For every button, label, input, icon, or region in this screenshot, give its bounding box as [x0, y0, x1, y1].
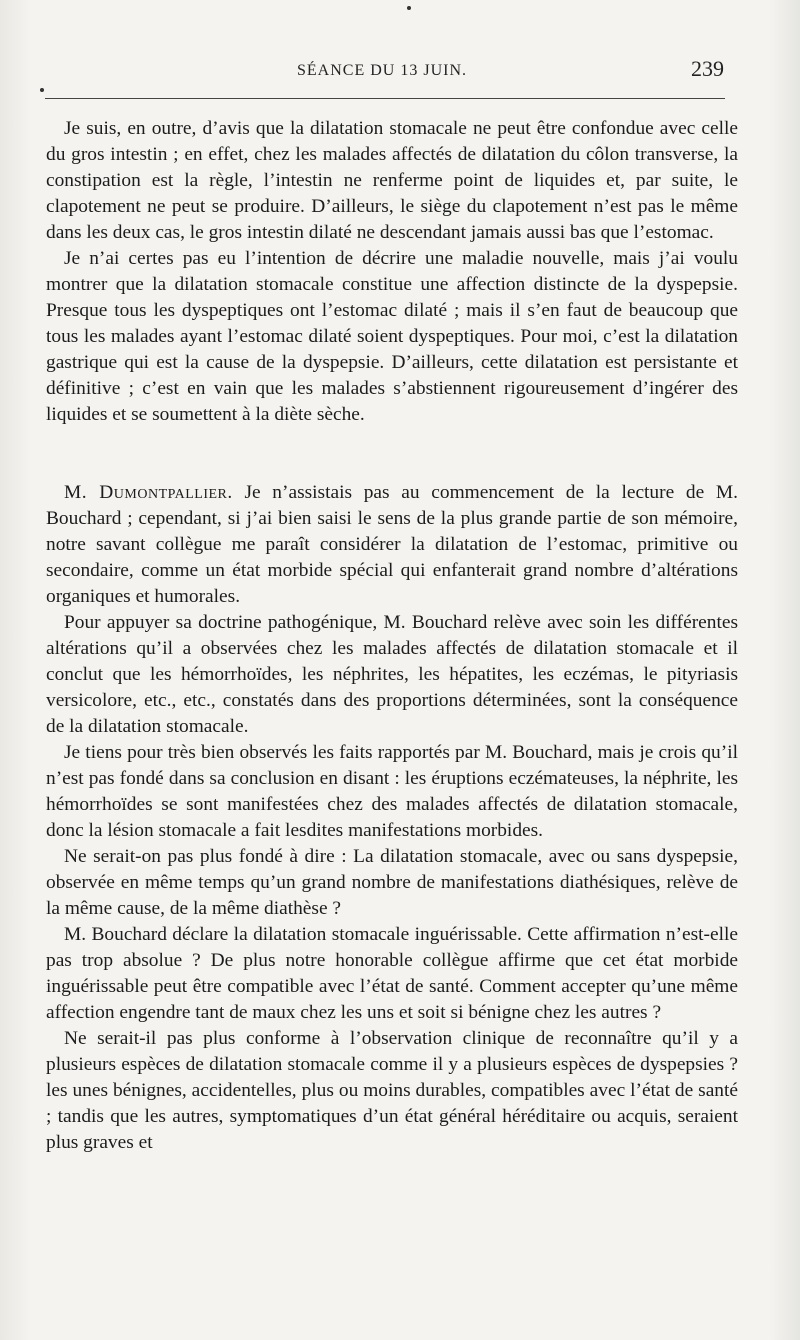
paragraph: M. Bouchard déclare la dilatation stomacale inguérissable. Cette affirmation n’est-elle pas trop absolue ? De plus notre honorable collègue affirme que cet état morbide inguérissable peut être compatible avec l’état de santé. Comment accepter qu’une même affection engendre tant de maux chez les uns et soit si bénigne chez les autres ?	[46, 924, 738, 1023]
print-speck	[407, 6, 411, 10]
paragraph: Ne serait-on pas plus fondé à dire : La dilatation stomacale, avec ou sans dyspepsie, observée en même temps qu’un grand nombre de manifestations diathésiques, relève de la même cause, de la même diathèse ?	[46, 846, 738, 919]
paragraph: Ne serait-il pas plus conforme à l’observation clinique de reconnaître qu’il y a plusieurs espèces de dilatation stomacale comme il y a plusieurs espèces de dyspepsies ? les unes bénignes, accidentelles, plus ou moins durables, compatibles avec l’état de santé ; tandis que les autres, symptomatiques d’un état général héréditaire ou acquis, seraient plus graves et	[46, 1028, 738, 1153]
section-gap	[46, 428, 738, 480]
body-text	[46, 116, 738, 1156]
page-number: 239	[691, 56, 724, 81]
paragraph: Je n’ai certes pas eu l’intention de décrire une maladie nouvelle, mais j’ai voulu montrer que la dilatation stomacale constitue une affection distincte de la dyspepsie. Presque tous les dyspeptiques ont l’estomac dilaté ; mais il s’en faut de beaucoup que tous les malades ayant l’estomac dilaté soient dyspeptiques. Pour moi, c’est la dilatation gastrique qui est la cause de la dyspepsie. D’ailleurs, cette dilatation est persistante et définitive ; c’est en vain que les malades s’abstiennent rigoureusement d’ingérer des liquides et se soumettent à la diète sèche.	[46, 248, 738, 425]
running-title: SÉANCE DU 13 JUIN.	[297, 62, 467, 79]
page-header	[40, 56, 724, 90]
paragraph: Je tiens pour très bien observés les faits rapportés par M. Bouchard, mais je crois qu’il n’est pas fondé dans sa conclusion en disant : les éruptions eczémateuses, la néphrite, les hémorrhoïdes se sont manifestées chez des malades affectés de dilatation stomacale, donc la lésion stomacale a fait lesdites manifestations morbides.	[46, 742, 738, 841]
speech-opening-text: Je n’assistais pas au commencement de la lecture de M. Bouchard ; cependant, si j’ai bien saisi le sens de la plus grande partie de son mémoire, notre savant collègue me paraît considérer la dilatation de l’estomac, primitive ou secondaire, comme un état morbide spécial qui enfanterait grand nombre d’altérations organiques et humorales.	[46, 482, 738, 607]
speaker-name: M. Dumontpallier.	[64, 482, 233, 503]
speech-opening-paragraph	[46, 480, 738, 610]
header-rule	[45, 98, 725, 99]
paragraph: Pour appuyer sa doctrine pathogénique, M. Bouchard relève avec soin les différentes altérations qu’il a observées chez les malades affectés de dilatation stomacale et il conclut que les hémorrhoïdes, les néphrites, les hépatites, les eczémas, le pityriasis versicolore, etc., etc., constatés dans des proportions déterminées, sont la conséquence de la dilatation stomacale.	[46, 612, 738, 737]
paragraph: Je suis, en outre, d’avis que la dilatation stomacale ne peut être confondue avec celle du gros intestin ; en effet, chez les malades affectés de dilatation du côlon transverse, la constipation est la règle, l’intestin ne renferme point de liquides et, par suite, le clapotement ne peut se produire. D’ailleurs, le siège du clapotement n’est pas le même dans les deux cas, le gros intestin dilaté ne descendant jamais aussi bas que l’estomac.	[46, 118, 738, 243]
